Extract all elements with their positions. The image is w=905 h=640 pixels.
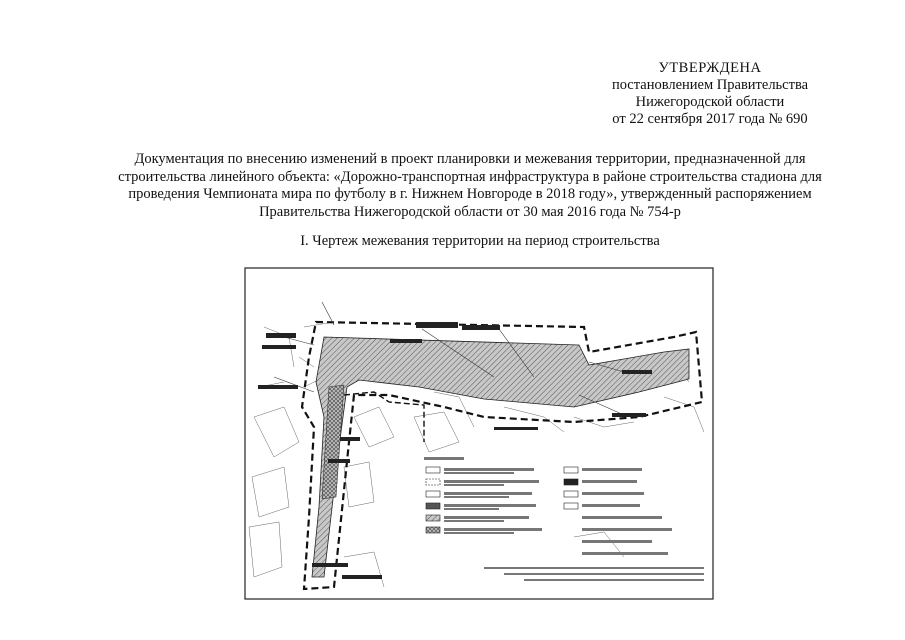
- approval-line-2: Нижегородской области: [635, 94, 785, 110]
- section-heading: I. Чертеж межевания территории на период строительства: [300, 233, 660, 249]
- approval-title: УТВЕРЖДЕНА: [658, 60, 762, 76]
- document-title: [90, 151, 850, 221]
- land-survey-drawing: [244, 267, 714, 600]
- drawing-svg: [244, 267, 714, 600]
- document-title-line-1: Документация по внесению изменений в проект планировки и межевания территории, предназначенной для: [134, 151, 806, 167]
- document-title-line-2: строительства линейного объекта: «Дорожно-транспортная инфраструктура в районе строительства стадиона для: [118, 168, 822, 185]
- approval-line-1: постановлением Правительства: [611, 77, 809, 93]
- document-title-line-3: проведения Чемпионата мира по футболу в г. Нижнем Новгороде в 2018 году», утвержденный распоряжением: [128, 186, 812, 202]
- approval-stamp: [560, 60, 860, 128]
- document-title-line-4: Правительства Нижегородской области от 30 мая 2016 года № 754-р: [259, 203, 681, 220]
- approval-line-3: от 22 сентября 2017 года № 690: [612, 111, 808, 127]
